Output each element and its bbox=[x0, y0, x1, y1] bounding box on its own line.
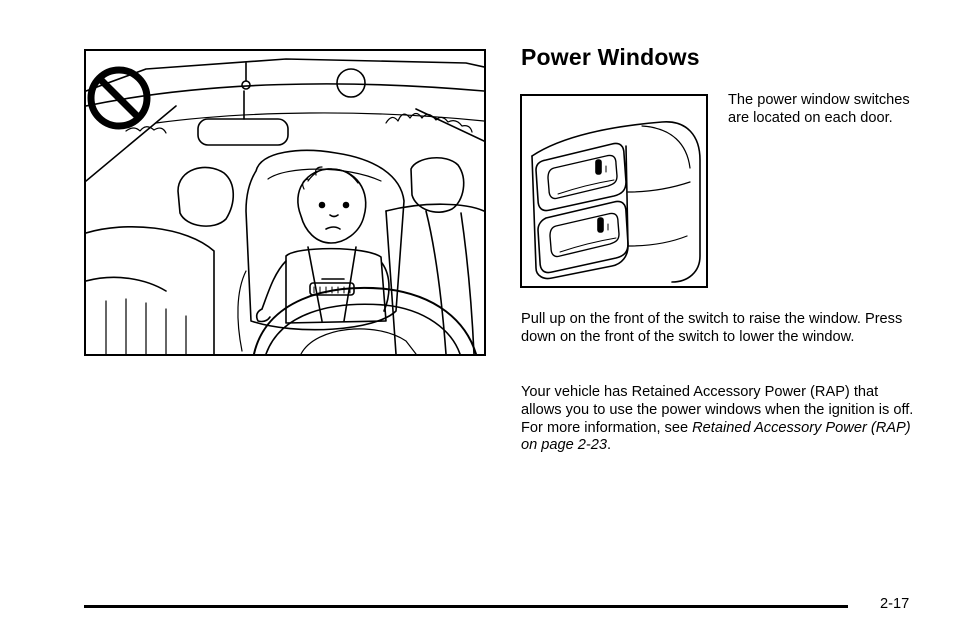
intro-text: The power window switches are located on each door. bbox=[728, 92, 910, 126]
rap-end-punctuation: . bbox=[607, 437, 612, 454]
window-switch-illustration bbox=[520, 94, 708, 288]
page-number: 2-17 bbox=[880, 596, 910, 612]
window-switch-icon bbox=[522, 96, 706, 286]
section-title: Power Windows bbox=[521, 44, 700, 70]
operation-paragraph: Pull up on the front of the switch to raise the window. Press down on the front of the switch to lower the window. bbox=[521, 311, 903, 345]
rap-text: Your vehicle has Retained Accessory Power (RAP) that allows you to use the power windows when the ignition is off. For more information, see bbox=[521, 384, 914, 436]
rap-paragraph bbox=[521, 384, 921, 455]
child-seat-illustration bbox=[84, 49, 486, 356]
footer-rule bbox=[84, 605, 848, 608]
rap-cross-reference-link[interactable]: Retained Accessory Power (RAP) on page 2-23 bbox=[521, 419, 911, 454]
